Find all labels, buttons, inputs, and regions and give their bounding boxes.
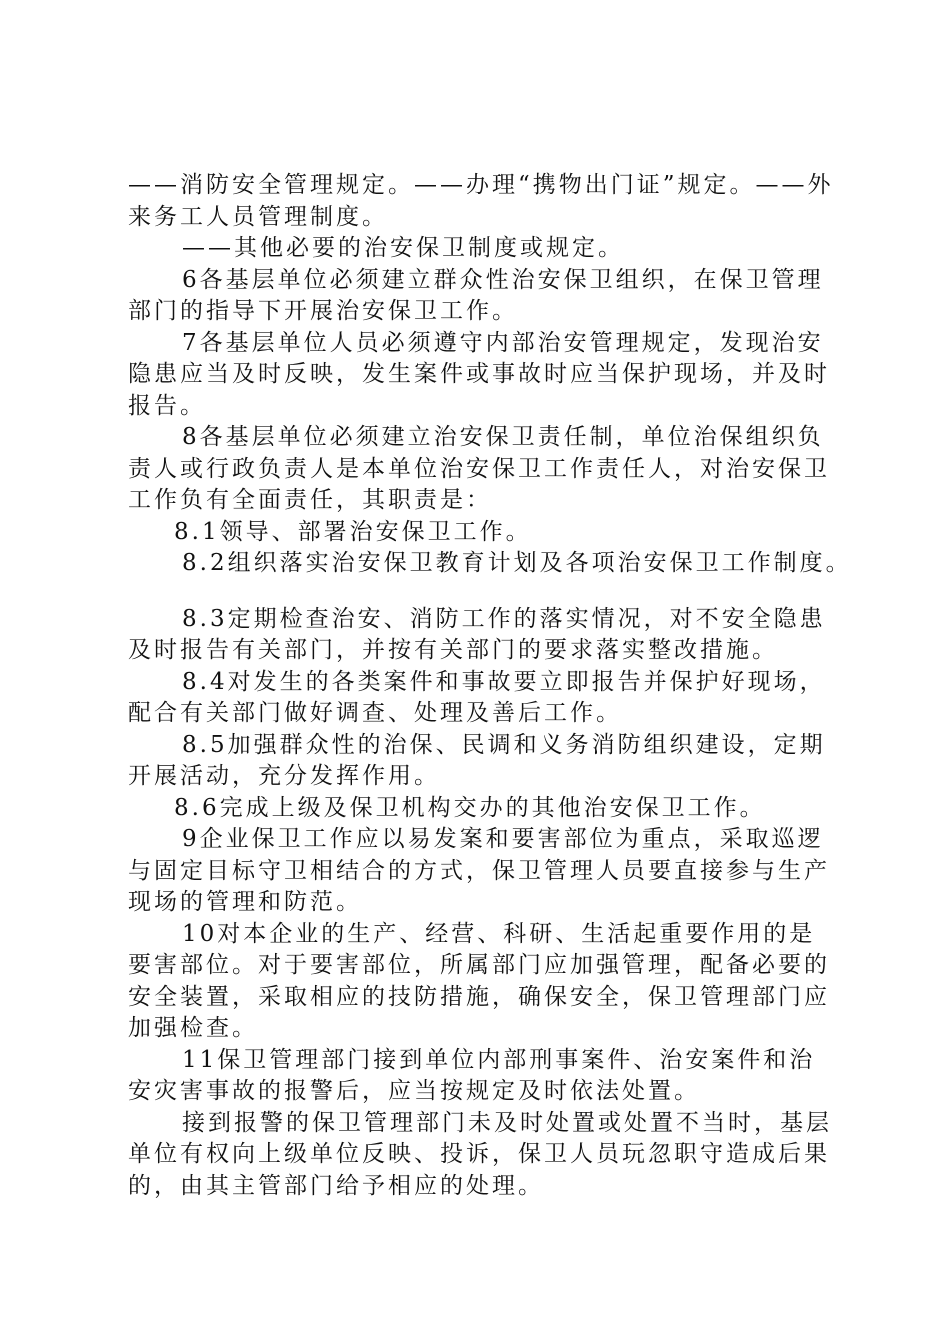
paragraph-item-7: 7各基层单位人员必须遵守内部治安管理规定，发现治安隐患应当及时反映，发生案件或事故时应当保护现场，并及时报告。 (128, 329, 830, 419)
paragraph-item-8-6: 8.6完成上级及保卫机构交办的其他治安保卫工作。 (174, 794, 766, 821)
document-body (128, 170, 852, 1202)
paragraph-regulations-list: ——消防安全管理规定。——办理“携物出门证”规定。——外来务工人员管理制度。 (128, 172, 834, 230)
paragraph-other-regulations: ——其他必要的治安保卫制度或规定。 (182, 235, 624, 261)
paragraph-item-6: 6各基层单位必须建立群众性治安保卫组织，在保卫管理部门的指导下开展治安保卫工作。 (128, 266, 824, 324)
paragraph-item-8-5: 8.5加强群众性的治保、民调和义务消防组织建设，定期开展活动，充分发挥作用。 (128, 731, 826, 789)
paragraph-item-8: 8各基层单位必须建立治安保卫责任制，单位治保组织负责人或行政负责人是本单位治安保卫工作责任人，对治安保卫工作负有全面责任，其职责是： (128, 424, 830, 513)
paragraph-item-8-3: 8.3定期检查治安、消防工作的落实情况，对不安全隐患及时报告有关部门，并按有关部门的要求落实整改措施。 (128, 605, 826, 663)
paragraph-alarm-handling: 接到报警的保卫管理部门未及时处置或处置不当时，基层单位有权向上级单位反映、投诉，保卫人员玩忽职守造成后果的，由其主管部门给予相应的处理。 (128, 1109, 832, 1199)
paragraph-item-11: 11保卫管理部门接到单位内部刑事案件、治安案件和治安灾害事故的报警后，应当按规定及时依法处置。 (128, 1046, 816, 1104)
paragraph-item-8-1: 8.1领导、部署治安保卫工作。 (174, 518, 532, 545)
paragraph-item-9: 9企业保卫工作应以易发案和要害部位为重点，采取巡逻与固定目标守卫相结合的方式，保卫管理人员要直接参与生产现场的管理和防范。 (128, 826, 830, 915)
paragraph-item-8-2: 8.2组织落实治安保卫教育计划及各项治安保卫工作制度。 (182, 550, 852, 576)
paragraph-item-8-4: 8.4对发生的各类案件和事故要立即报告并保护好现场，配合有关部门做好调查、处理及善后工作。 (128, 668, 826, 726)
paragraph-item-10: 10对本企业的生产、经营、科研、生活起重要作用的是要害部位。对于要害部位，所属部门应加强管理，配备必要的安全装置，采取相应的技防措施，确保安全，保卫管理部门应加强检查。 (128, 920, 830, 1041)
